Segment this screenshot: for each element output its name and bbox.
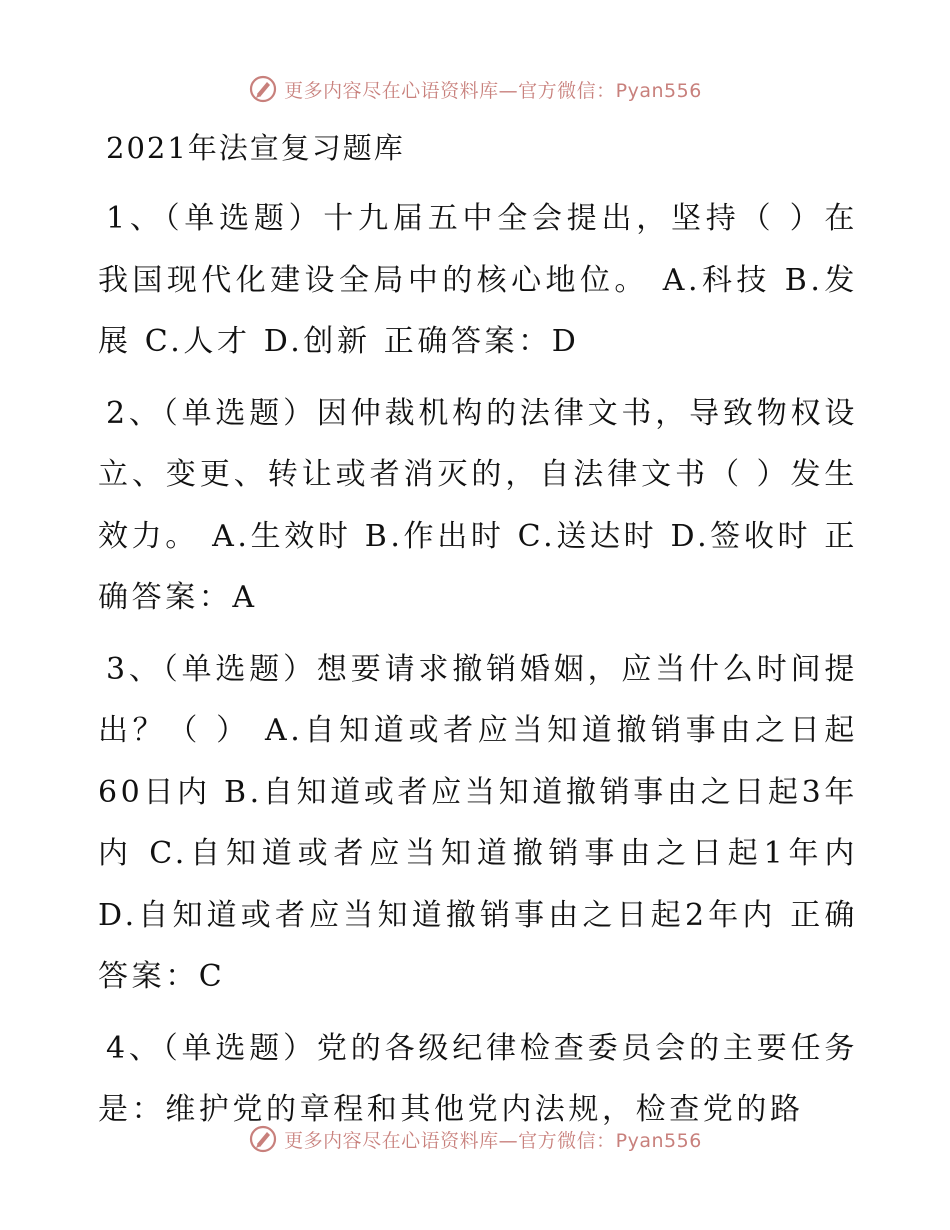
watermark-text: 更多内容尽在心语资料库—官方微信：Pyan556: [284, 1129, 702, 1152]
watermark-text: 更多内容尽在心语资料库—官方微信：Pyan556: [284, 79, 702, 102]
watermark-footer: [0, 1122, 950, 1156]
question-item: [98, 639, 858, 1008]
question-item: [98, 383, 858, 629]
question-text: 3、（单选题）想要请求撤销婚姻，应当什么时间提出？（ ） A.自知道或者应当知道撤销事由之日起60日内 B.自知道或者应当知道撤销事由之日起3年内 C.自知道或者应当知道撤销事由之日起1年内 D.自知道或者应当知道撤销事由之日起2年内 正确答案：C: [98, 651, 858, 994]
watermark-header: [0, 72, 950, 106]
question-item: [98, 188, 858, 373]
question-text: 1、（单选题）十九届五中全会提出，坚持（ ）在我国现代化建设全局中的核心地位。 A.科技 B.发展 C.人才 D.创新 正确答案：D: [98, 201, 858, 359]
pen-seal-icon: [248, 74, 278, 104]
pen-seal-icon: [248, 1124, 278, 1154]
question-text: 4、（单选题）党的各级纪律检查委员会的主要任务是：维护党的章程和其他党内法规，检查党的路: [98, 1030, 858, 1127]
document-title: 2021年法宣复习题库: [106, 131, 405, 165]
question-text: 2、（单选题）因仲裁机构的法律文书，导致物权设立、变更、转让或者消灭的，自法律文书（ ）发生效力。 A.生效时 B.作出时 C.送达时 D.签收时 正确答案：A: [98, 395, 858, 615]
document-body: [98, 120, 858, 1151]
